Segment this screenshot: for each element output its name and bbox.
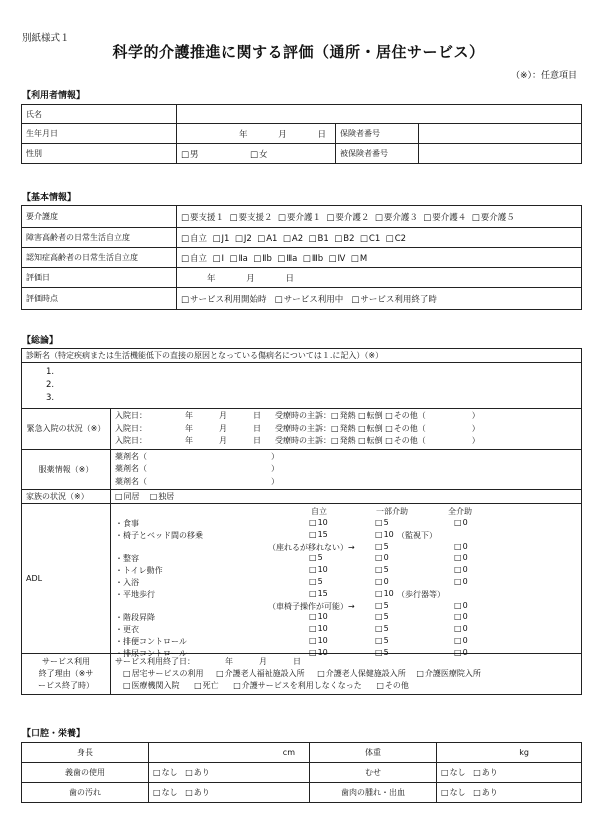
weight-field[interactable]: kg [437,743,582,763]
choking-yes-checkbox[interactable]: □ あり [473,768,498,777]
choking-options [437,763,582,783]
service-end-date[interactable]: サービス利用終了日： 年 月 日 [115,657,301,666]
sex-label: 性別 [22,144,177,164]
adl-score-full[interactable]: □ 0 [454,612,468,621]
adl-score-independent[interactable]: □ 10 [309,612,328,621]
adl-score-partial[interactable]: □ 0 [375,553,389,562]
other-checkbox[interactable]: □ その他（ [385,436,426,445]
insured-no-label: 被保険者番号 [336,144,419,164]
adl-score-partial[interactable]: □ 5 [375,648,389,657]
timing-option[interactable]: □ サービス利用終了時 [351,295,437,305]
care-level-option[interactable]: □ 要介護２ [326,213,369,223]
fever-checkbox[interactable]: □ 発熱 [331,436,356,445]
care-level-options [177,206,582,228]
family-options [111,490,582,504]
adl-score-partial[interactable]: □ 5 [375,518,389,527]
hospitalization-rows [111,409,582,450]
service-end-options [111,654,582,695]
dentures-options [149,763,310,783]
adl-col-independent: 自立 [311,507,327,516]
end-reason-checkbox[interactable]: □ 医療機関入院 [123,681,180,690]
disability-option[interactable]: □ B1 [309,234,329,244]
adl-score-partial[interactable]: □ 5 [375,636,389,645]
form-number: 別紙様式１ [22,33,70,44]
fall-checkbox[interactable]: □ 転倒 [358,424,383,433]
adl-score-independent[interactable]: □ 10 [309,636,328,645]
summary-table [21,348,582,695]
adl-score-independent[interactable]: □ 5 [309,577,323,586]
medication-rows [111,450,582,490]
adl-score-partial[interactable]: □ 5 [375,601,389,610]
adl-score-full[interactable]: □ 0 [454,577,468,586]
other-checkbox[interactable]: □ その他（ [385,424,426,433]
adl-item-name: ・階段昇降 [115,613,155,623]
adl-score-partial[interactable]: □ 10 [375,530,394,539]
adl-score-full[interactable]: □ 0 [454,553,468,562]
adl-score-full[interactable]: □ 0 [454,518,468,527]
adl-col-partial: 一部介助 [376,507,408,516]
disability-option[interactable]: □ B2 [334,234,354,244]
oral-nutrition-heading: 【口腔・栄養】 [22,729,86,739]
adl-partial-note: （歩行器等） [397,589,445,599]
care-level-option[interactable]: □ 要介護４ [423,213,466,223]
care-level-label: 要介護度 [22,206,177,228]
diagnosis-item[interactable]: 3. [46,393,55,403]
basic-info-table [21,205,582,310]
adl-score-independent[interactable]: □ 5 [309,553,323,562]
medication-row[interactable]: 薬剤名（ ） [115,476,279,486]
dentures-no-checkbox[interactable]: □ なし [153,768,178,777]
disability-option[interactable]: □ J2 [235,234,252,244]
care-level-option[interactable]: □ 要支援２ [229,213,272,223]
adl-label: ADL [22,504,111,654]
dementia-label: 認知症高齢者の日常生活自立度 [22,248,177,268]
dementia-option[interactable]: □ M [351,254,367,264]
medication-row[interactable]: 薬剤名（ ） [115,451,279,461]
adl-item-name: ・椅子とベッド間の移乗 [115,530,203,540]
basic-info-heading: 【基本情報】 [22,193,77,203]
adl-score-partial[interactable]: □ 10 [375,589,394,598]
adl-partial-note: （監視下） [397,530,437,540]
eval-timing-label: 評価時点 [22,288,177,310]
adl-score-full[interactable]: □ 0 [454,542,468,551]
disability-option[interactable]: □ J1 [212,234,229,244]
adl-score-full[interactable]: □ 0 [454,636,468,645]
hospitalization-row: 入院日： 年 月 日 受療時の主訴：□ 発熱 □ 転倒 □ その他（ ） [115,410,577,423]
medication-label: 服薬情報（※） [22,450,111,490]
dementia-option[interactable]: □ Ⅰ [212,254,224,264]
height-field[interactable]: cm [149,743,310,763]
living-alone-checkbox[interactable]: □ 独居 [150,492,175,501]
adl-score-independent[interactable]: □ 10 [309,518,328,527]
adl-score-full[interactable]: □ 0 [454,648,468,657]
male-checkbox[interactable]: □ 男 [181,150,199,160]
diagnosis-item[interactable]: 2. [46,380,55,390]
timing-option[interactable]: □ サービス利用中 [275,295,344,305]
adl-score-partial[interactable]: □ 5 [375,612,389,621]
plaque-options [149,783,310,803]
adl-score-partial[interactable]: □ 5 [375,542,389,551]
adl-item-name: ・排尿コントロール [115,648,187,658]
diagnosis-item[interactable]: 1. [46,367,55,377]
adl-score-full[interactable]: □ 0 [454,601,468,610]
disability-option[interactable]: □ A1 [257,234,277,244]
end-reason-checkbox[interactable]: □ 介護サービスを利用しなくなった [233,681,362,690]
adl-score-independent[interactable]: □ 15 [309,530,328,539]
dob-field[interactable]: 年 月 日 [177,124,336,144]
service-end-label: サービス利用 終了理由（※サ ービス終了時） [22,654,111,695]
hospitalization-row: 入院日： 年 月 日 受療時の主訴：□ 発熱 □ 転倒 □ その他（ ） [115,423,577,436]
adl-item-name: ・平地歩行 [115,589,155,599]
summary-heading: 【総論】 [22,336,59,346]
disability-option[interactable]: □ A2 [283,234,303,244]
adl-condition-note: （座れるが移れない）→ [268,542,355,552]
plaque-no-checkbox[interactable]: □ なし [153,788,178,797]
adl-score-independent[interactable]: □ 15 [309,589,328,598]
insurer-no-field[interactable] [419,124,582,144]
end-reason-checkbox[interactable]: □ 居宅サービスの利用 [123,669,204,678]
hospitalization-label: 緊急入院の状況（※） [22,409,111,450]
name-field[interactable] [177,105,582,124]
dentures-yes-checkbox[interactable]: □ あり [185,768,210,777]
elderly-disability-label: 障害高齢者の日常生活自立度 [22,228,177,248]
eval-date-field[interactable]: 年 月 日 [177,268,582,288]
fever-checkbox[interactable]: □ 発熱 [331,411,356,420]
diagnosis-label: 診断名（特定疾病または生活機能低下の直接の原因となっている傷病名については１.に記入）（※） [22,349,582,363]
medication-row[interactable]: 薬剤名（ ） [115,464,279,474]
other-checkbox[interactable]: □ その他（ [385,411,426,420]
care-level-option[interactable]: □ 要介護１ [278,213,321,223]
fall-checkbox[interactable]: □ 転倒 [358,411,383,420]
eval-date-label: 評価日 [22,268,177,288]
female-checkbox[interactable]: □ 女 [250,150,268,160]
adl-score-partial[interactable]: □ 5 [375,624,389,633]
adl-item-name: ・入浴 [115,578,139,587]
weight-label: 体重 [310,743,437,763]
dob-label: 生年月日 [22,124,177,144]
end-reason-checkbox[interactable]: □ 介護老人福祉施設入所 [216,669,305,678]
gum-options [437,783,582,803]
care-level-option[interactable]: □ 要介護３ [375,213,418,223]
elderly-disability-options [177,228,582,248]
eval-timing-options [177,288,582,310]
care-level-option[interactable]: □ 要支援１ [181,213,224,223]
living-together-checkbox[interactable]: □ 同居 [115,492,140,501]
optional-note: （※）：任意項目 [510,71,577,81]
user-info-table [21,104,582,164]
adl-score-full[interactable]: □ 0 [454,565,468,574]
adl-item-name: ・排便コントロール [115,637,187,646]
fever-checkbox[interactable]: □ 発熱 [331,424,356,433]
adl-score-partial[interactable]: □ 5 [375,565,389,574]
adl-col-full: 全介助 [448,507,472,516]
dementia-option[interactable]: □ Ⅳ [329,254,346,264]
fall-checkbox[interactable]: □ 転倒 [358,436,383,445]
disability-option[interactable]: □ C1 [360,234,380,244]
adl-score-independent[interactable]: □ 10 [309,624,328,633]
sex-field [177,144,336,164]
timing-option[interactable]: □ サービス利用開始時 [181,295,267,305]
end-reason-checkbox[interactable]: □ 介護老人保健施設入所 [317,669,406,678]
insured-no-field[interactable] [419,144,582,164]
height-label: 身長 [22,743,149,763]
adl-score-independent[interactable]: □ 10 [309,648,328,657]
adl-condition-note: （車椅子操作が可能）→ [268,601,355,611]
name-label: 氏名 [22,105,177,124]
dementia-option[interactable]: □ Ⅲa [277,254,297,264]
dementia-option[interactable]: □ Ⅲb [303,254,323,264]
disability-option[interactable]: □ C2 [386,234,406,244]
adl-score-independent[interactable]: □ 10 [309,565,328,574]
dementia-option[interactable]: □ Ⅱb [253,254,272,264]
hospitalization-row: 入院日： 年 月 日 受療時の主訴：□ 発熱 □ 転倒 □ その他（ ） [115,435,577,448]
form-title: 科学的介護推進に関する評価（通所・居住サービス） [112,43,485,61]
family-label: 家族の状況（※） [22,490,111,504]
adl-item-name: ・トイレ動作 [115,566,163,576]
adl-score-partial[interactable]: □ 0 [375,577,389,586]
gum-label: 歯肉の腫れ・出血 [310,783,437,803]
adl-score-full[interactable]: □ 0 [454,624,468,633]
care-level-option[interactable]: □ 要介護５ [472,213,515,223]
adl-item-name: ・食事 [115,519,139,528]
insurer-no-label: 保険者番号 [336,124,419,144]
adl-item-name: ・整容 [115,554,139,564]
gum-yes-checkbox[interactable]: □ あり [473,788,498,797]
plaque-yes-checkbox[interactable]: □ あり [185,788,210,797]
adl-table [111,504,582,658]
dementia-option[interactable]: □ Ⅱa [229,254,247,264]
end-reason-checkbox[interactable]: □ 介護医療院入所 [416,669,481,678]
choking-label: むせ [310,763,437,783]
disability-option[interactable]: □ 自立 [181,234,207,244]
oral-nutrition-table [21,742,582,803]
dentures-label: 義歯の使用 [22,763,149,783]
choking-no-checkbox[interactable]: □ なし [441,768,466,777]
dementia-options [177,248,582,268]
adl-item-name: ・更衣 [115,625,139,635]
gum-no-checkbox[interactable]: □ なし [441,788,466,797]
dementia-option[interactable]: □ 自立 [181,254,207,264]
diagnosis-list [22,363,582,409]
user-info-heading: 【利用者情報】 [22,91,86,101]
end-reason-checkbox[interactable]: □ その他 [376,681,409,690]
end-reason-checkbox[interactable]: □ 死亡 [194,681,219,690]
plaque-label: 歯の汚れ [22,783,149,803]
